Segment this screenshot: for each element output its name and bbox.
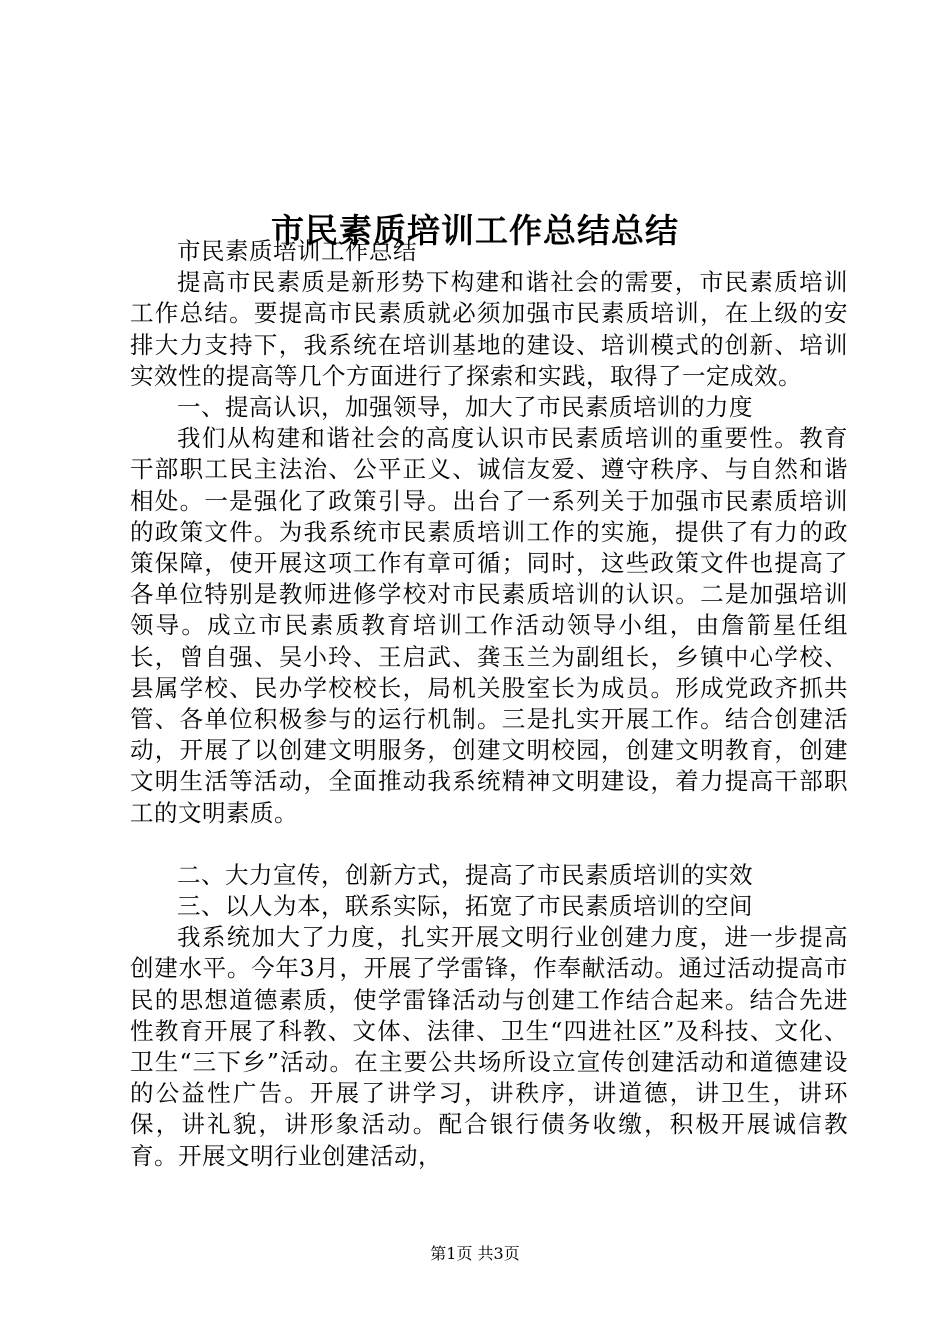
document-title: 市民素质培训工作总结总结 — [271, 211, 679, 251]
section-heading-one: 一、提高认识，加强领导，加大了市民素质培训的力度 — [177, 393, 753, 422]
section-heading-three: 三、以人为本，联系实际，拓宽了市民素质培训的空间 — [177, 892, 753, 921]
document-body — [130, 236, 848, 1172]
paragraph-subtitle: 市民素质培训工作总结 — [177, 237, 417, 265]
paragraph-section-one: 我们从构建和谐社会的高度认识市民素质培训的重要性。教育干部职工民主法治、公平正义、诚信友爱、遵守秩序、与自然和谐相处。一是强化了政策引导。出台了一系列关于加强市民素质培训的政策文件。为我系统市民素质培训工作的实施，提供了有力的政策保障，使开展这项工作有章可循；同时，这些政策文件也提高了各单位特别是教师进修学校对市民素质培训的认识。二是加强培训领导。成立市民素质教育培训工作活动领导小组，由詹箭星任组长，曾自强、吴小玲、王启武、龚玉兰为副组长，乡镇中心学校、县属学校、民办学校校长，局机关股室长为成员。形成党政齐抓共管、各单位积极参与的运行机制。三是扎实开展工作。结合创建活动，开展了以创建文明服务，创建文明校园，创建文明教育，创建文明生活等活动，全面推动我系统精神文明建设，着力提高干部职工的文明素质。 — [130, 424, 848, 827]
page-number-footer: 第1页 共3页 — [430, 1244, 520, 1263]
paragraph-intro: 提高市民素质是新形势下构建和谐社会的需要，市民素质培训工作总结。要提高市民素质就必须加强市民素质培训，在上级的安排大力支持下，我系统在培训基地的建设、培训模式的创新、培训实效性的提高等几个方面进行了探索和实践，取得了一定成效。 — [130, 268, 848, 390]
paragraph-section-three: 我系统加大了力度，扎实开展文明行业创建力度，进一步提高创建水平。今年3月，开展了学雷锋，作奉献活动。通过活动提高市民的思想道德素质，使学雷锋活动与创建工作结合起来。结合先进性教育开展了科教、文体、法律、卫生“四进社区”及科技、文化、卫生“三下乡”活动。在主要公共场所设立宣传创建活动和道德建设的公益性广告。开展了讲学习，讲秩序，讲道德，讲卫生，讲环保，讲礼貌，讲形象活动。配合银行债务收缴，积极开展诚信教育。开展文明行业创建活动， — [130, 923, 848, 1170]
section-heading-two: 二、大力宣传，创新方式，提高了市民素质培训的实效 — [177, 860, 753, 889]
